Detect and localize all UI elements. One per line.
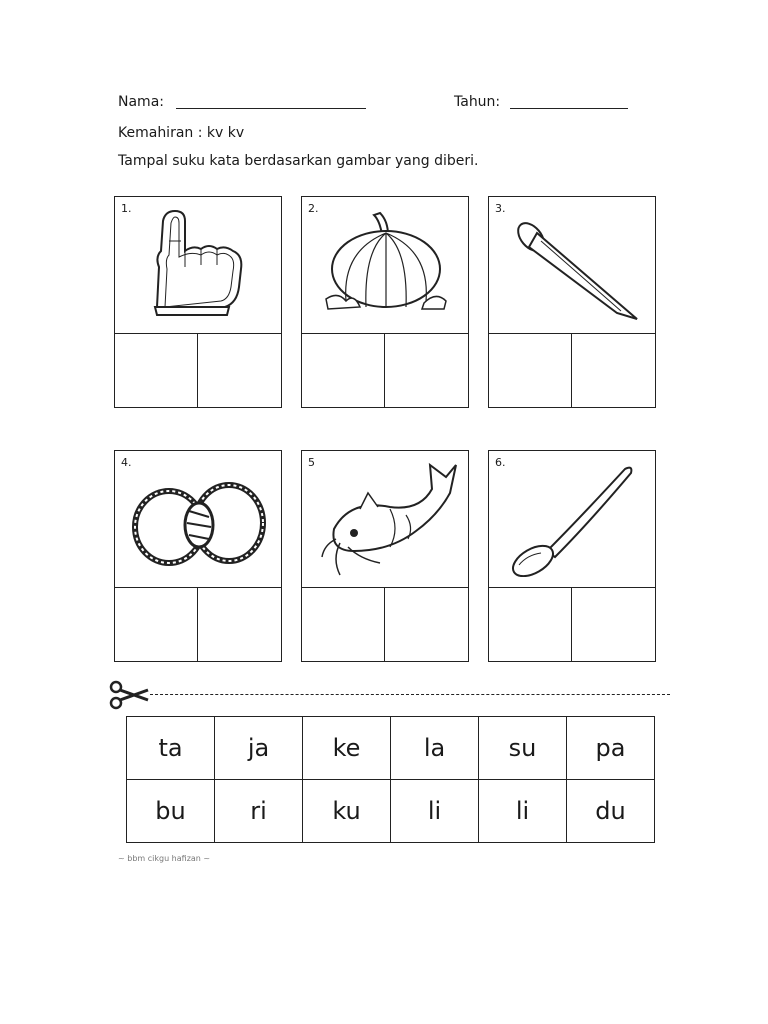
picture-area — [489, 451, 655, 588]
picture-area — [302, 197, 468, 334]
paste-slot-2[interactable] — [198, 588, 281, 661]
paste-slot-1[interactable] — [489, 588, 572, 661]
scissors-icon — [108, 680, 150, 710]
card-number: 5 — [308, 456, 315, 469]
syllable-cell[interactable]: ku — [303, 780, 391, 843]
syllable-row — [127, 717, 655, 780]
card-number: 4. — [121, 456, 132, 469]
spoon-icon — [507, 461, 639, 577]
picture-area — [489, 197, 655, 334]
paste-slot-2[interactable] — [572, 334, 655, 407]
card-number: 3. — [495, 202, 506, 215]
year-field[interactable] — [510, 108, 628, 109]
syllable-cell[interactable]: bu — [127, 780, 215, 843]
syllable-row — [127, 780, 655, 843]
paste-slot-2[interactable] — [572, 588, 655, 661]
skill-label: Kemahiran : kv kv — [118, 125, 245, 141]
syllable-cell[interactable]: ke — [303, 717, 391, 780]
picture-area — [115, 451, 281, 588]
paste-slot-2[interactable] — [385, 588, 468, 661]
syllable-cell[interactable]: la — [391, 717, 479, 780]
year-label: Tahun: — [454, 94, 501, 110]
paste-slot-1[interactable] — [115, 334, 198, 407]
cut-line — [150, 694, 670, 695]
syllable-cell[interactable]: ja — [215, 717, 303, 780]
picture-card-1 — [114, 196, 282, 408]
syllable-cell[interactable]: li — [479, 780, 567, 843]
finger-pointing-icon — [145, 207, 255, 319]
paste-slot-1[interactable] — [115, 588, 198, 661]
picture-area — [302, 451, 468, 588]
credit-text: ~ bbm cikgu hafizan ~ — [118, 854, 211, 863]
name-field[interactable] — [176, 108, 366, 109]
card-number: 1. — [121, 202, 132, 215]
syllable-table — [126, 716, 655, 843]
paste-slot-2[interactable] — [385, 334, 468, 407]
picture-area — [115, 197, 281, 334]
paste-slot-1[interactable] — [489, 334, 572, 407]
pumpkin-icon — [324, 211, 448, 311]
picture-card-4 — [114, 450, 282, 662]
paste-slot-1[interactable] — [302, 334, 385, 407]
syllable-cell[interactable]: ri — [215, 780, 303, 843]
picture-card-2 — [301, 196, 469, 408]
picture-card-5 — [301, 450, 469, 662]
rope-icon — [129, 467, 269, 583]
syllable-cell[interactable]: li — [391, 780, 479, 843]
card-number: 6. — [495, 456, 506, 469]
catfish-icon — [320, 459, 458, 583]
paste-slot-1[interactable] — [302, 588, 385, 661]
picture-card-6 — [488, 450, 656, 662]
syllable-cell[interactable]: pa — [567, 717, 655, 780]
name-label: Nama: — [118, 94, 164, 110]
syllable-cell[interactable]: du — [567, 780, 655, 843]
paste-slot-2[interactable] — [198, 334, 281, 407]
instruction-text: Tampal suku kata berdasarkan gambar yang diberi. — [118, 153, 479, 169]
syllable-cell[interactable]: ta — [127, 717, 215, 780]
card-number: 2. — [308, 202, 319, 215]
nail-icon — [511, 215, 641, 325]
picture-card-3 — [488, 196, 656, 408]
syllable-cell[interactable]: su — [479, 717, 567, 780]
